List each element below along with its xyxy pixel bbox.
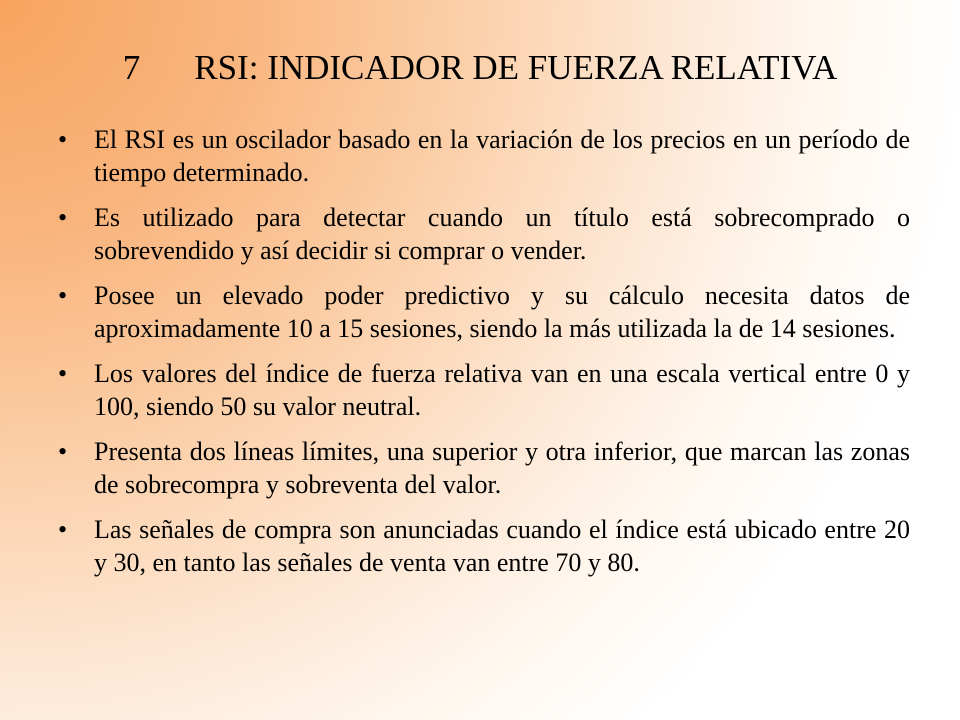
bullet-text: Es utilizado para detectar cuando un título está sobrecomprado o sobrevendido y así decidir si comprar o vender. — [94, 203, 910, 265]
bullet-item — [56, 435, 910, 501]
bullet-item — [56, 201, 910, 267]
bullet-dot-icon: • — [58, 515, 68, 544]
bullet-item — [56, 357, 910, 423]
bullet-item — [56, 513, 910, 579]
bullet-dot-icon: • — [58, 203, 68, 232]
bullet-dot-icon: • — [58, 125, 68, 154]
slide-title-text: RSI: INDICADOR DE FUERZA RELATIVA — [194, 48, 838, 87]
bullet-text: El RSI es un oscilador basado en la variación de los precios en un período de tiempo determinado. — [94, 125, 910, 187]
bullet-item — [56, 123, 910, 189]
bullet-dot-icon: • — [58, 437, 68, 466]
bullet-text: Las señales de compra son anunciadas cuando el índice está ubicado entre 20 y 30, en tanto las señales de venta van entre 70 y 80. — [94, 515, 910, 577]
bullet-text: Los valores del índice de fuerza relativa van en una escala vertical entre 0 y 100, siendo 50 su valor neutral. — [94, 359, 910, 421]
bullet-text: Posee un elevado poder predictivo y su cálculo necesita datos de aproximadamente 10 a 15 sesiones, siendo la más utilizada la de 14 sesiones. — [94, 281, 910, 343]
bullet-dot-icon: • — [58, 281, 68, 310]
bullet-list — [56, 123, 910, 591]
bullet-dot-icon: • — [58, 359, 68, 388]
bullet-item — [56, 279, 910, 345]
bullet-text: Presenta dos líneas límites, una superior y otra inferior, que marcan las zonas de sobrecompra y sobreventa del valor. — [94, 437, 910, 499]
slide-title — [0, 46, 960, 90]
slide-number: 7 — [122, 48, 141, 87]
